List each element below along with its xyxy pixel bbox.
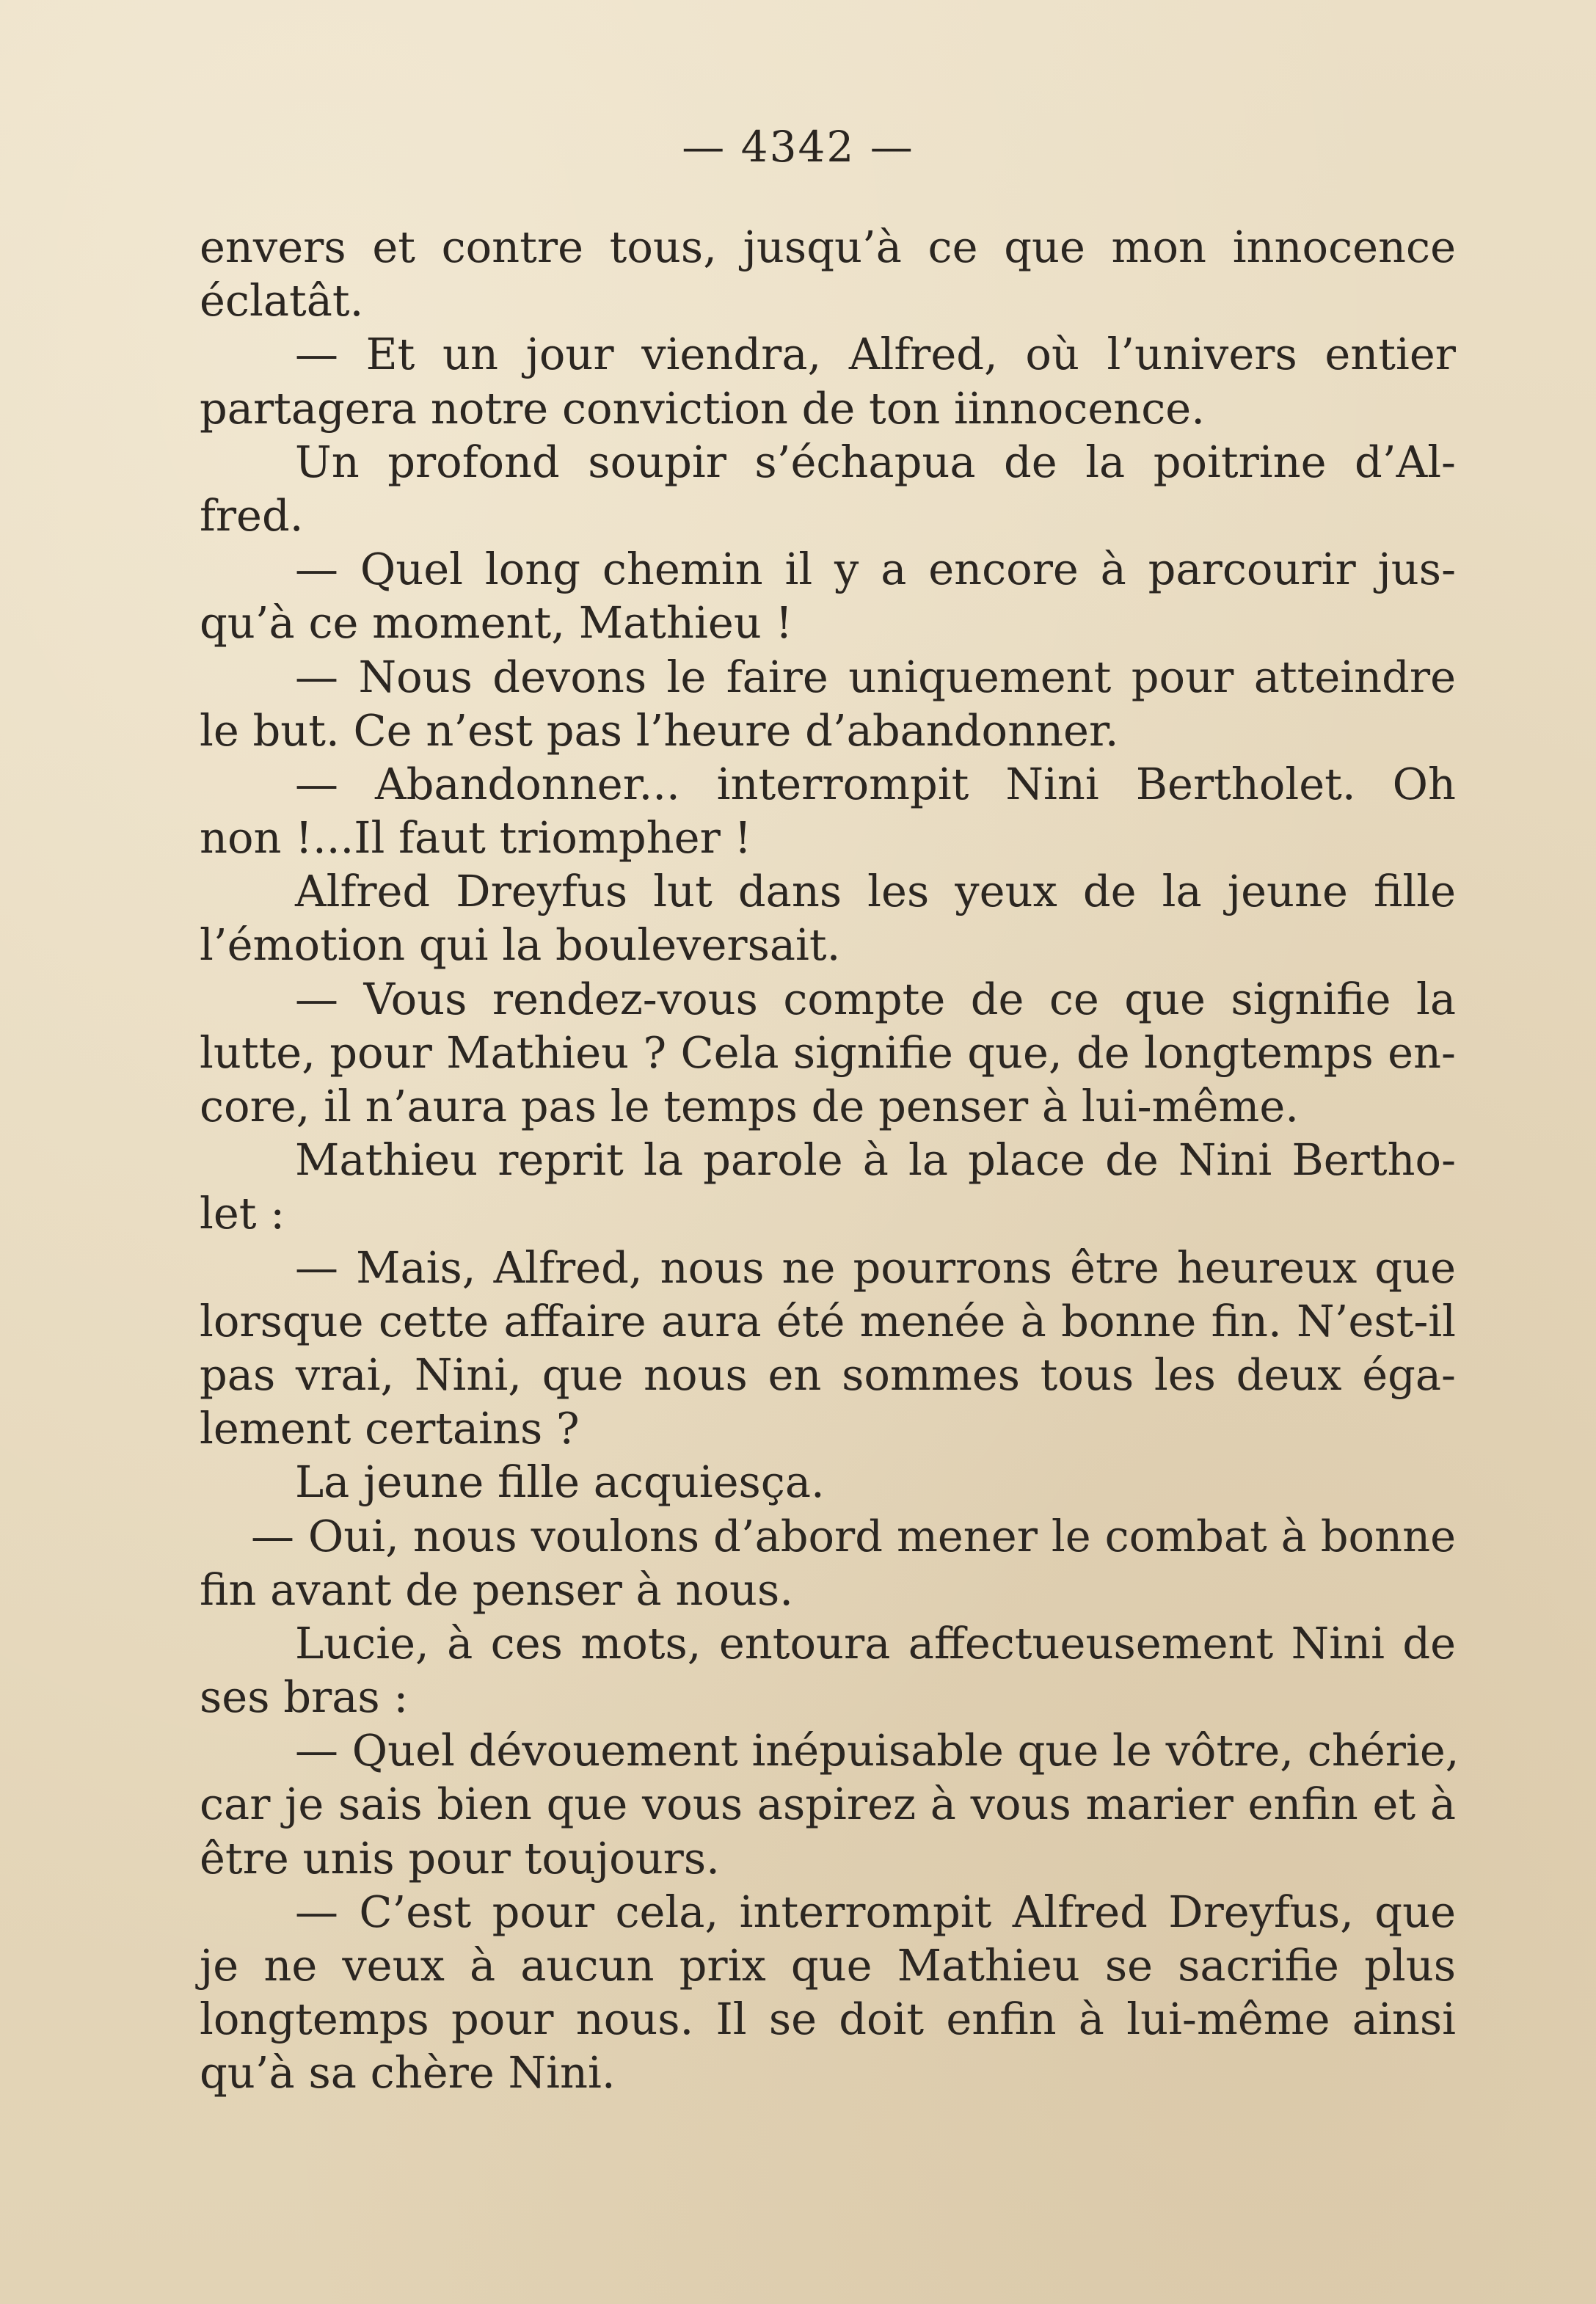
text-line: qu’à sa chère Nini. — [200, 2047, 616, 2099]
text-line: pas vrai, Nini, que nous en sommes tous les deux éga- — [200, 1349, 1456, 1400]
text-line: lorsque cette affaire aura été menée à bonne fin. N’est-il — [200, 1295, 1456, 1346]
text-line: — Oui, nous voulons d’abord mener le combat à bonne — [251, 1510, 1456, 1561]
page-number: — 4342 — — [682, 122, 914, 172]
text-line: lement certains ? — [200, 1403, 580, 1454]
body-text — [200, 220, 1460, 2100]
text-line: La jeune fille acquiesça. — [295, 1457, 825, 1508]
text-line: — Et un jour viendra, Alfred, où l’univers entier — [295, 329, 1456, 380]
text-line: envers et contre tous, jusqu’à ce que mon innocence — [200, 222, 1456, 272]
text-line: qu’à ce moment, Mathieu ! — [200, 597, 793, 649]
text-line: — Mais, Alfred, nous ne pourrons être heureux que — [295, 1242, 1456, 1293]
text-line: Mathieu reprit la parole à la place de Nini Bertho- — [295, 1134, 1456, 1186]
text-line: fred. — [200, 489, 304, 541]
text-line: je ne veux à aucun prix que Mathieu se sacrifie plus — [200, 1940, 1456, 1991]
text-line: éclatât. — [200, 275, 364, 327]
text-line: let : — [200, 1188, 285, 1239]
text-line: partagera notre conviction de ton iinnocence. — [200, 382, 1205, 434]
text-line: ses bras : — [200, 1672, 409, 1723]
text-line: — Nous devons le faire uniquement pour atteindre — [295, 651, 1456, 702]
text-line: le but. Ce n’est pas l’heure d’abandonner. — [200, 704, 1119, 756]
text-line: — C’est pour cela, interrompit Alfred Dreyfus, que — [295, 1886, 1456, 1937]
text-line: l’émotion qui la bouleversait. — [200, 919, 841, 971]
text-line: lutte, pour Mathieu ? Cela signifie que, de longtemps en- — [200, 1027, 1456, 1078]
text-line: Lucie, à ces mots, entoura affectueusement Nini de — [295, 1617, 1456, 1669]
text-line: — Vous rendez-vous compte de ce que signifie la — [295, 973, 1456, 1024]
text-line: être unis pour toujours. — [200, 1832, 720, 1884]
text-line: — Abandonner... interrompit Nini Bertholet. Oh — [295, 758, 1456, 809]
text-line: non !...Il faut triompher ! — [200, 812, 752, 864]
text-line: fin avant de penser à nous. — [200, 1564, 794, 1615]
text-line: — Quel dévouement inépuisable que le vôtre, chérie, — [295, 1725, 1460, 1776]
text-line: longtemps pour nous. Il se doit enfin à lui-même ainsi — [200, 1994, 1456, 2045]
text-line: Un profond soupir s’échapua de la poitrine d’Al- — [295, 436, 1456, 487]
text-line: — Quel long chemin il y a encore à parcourir jus- — [295, 544, 1456, 595]
text-line: car je sais bien que vous aspirez à vous marier enfin et à — [200, 1779, 1456, 1830]
text-line: core, il n’aura pas le temps de penser à lui-même. — [200, 1081, 1299, 1131]
text-line: Alfred Dreyfus lut dans les yeux de la jeune fille — [295, 866, 1456, 917]
